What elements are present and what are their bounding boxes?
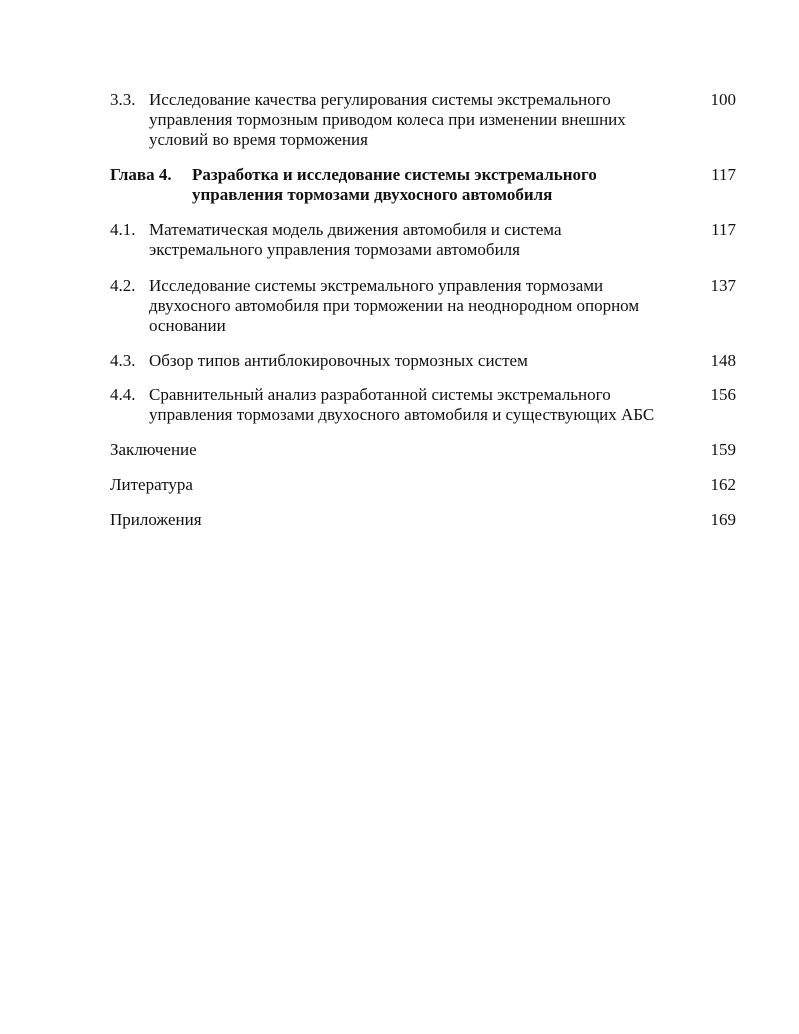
page-number: 162 [710, 475, 736, 494]
entry-title [110, 475, 610, 495]
title-line: управления тормозами двухосного автомобиля [192, 185, 553, 204]
section-number: 3.3. [110, 90, 136, 109]
title-line: управления тормозным приводом колеса при изменении внешних [149, 110, 626, 129]
page-number: 148 [710, 351, 736, 370]
section-number: 4.1. [110, 220, 136, 239]
section-number: 4.2. [110, 276, 136, 295]
page-number: 137 [710, 276, 736, 295]
entry-title [110, 510, 610, 530]
section-number: 4.4. [110, 385, 136, 404]
page-number: 159 [710, 440, 736, 459]
page-number: 100 [710, 90, 736, 109]
page-number: 169 [710, 510, 736, 529]
section-number: 4.3. [110, 351, 136, 370]
page-number: 117 [711, 220, 736, 239]
title-line: Исследование системы экстремального управления тормозами [149, 276, 604, 295]
section-title [149, 90, 689, 150]
title-line: двухосного автомобиля при торможении на неоднородном опорном [149, 296, 640, 315]
section-title [149, 220, 689, 260]
chapter-title [192, 165, 692, 205]
title-line: Сравнительный анализ разработанной системы экстремального [149, 385, 611, 404]
entry-title [110, 440, 610, 460]
title-line: Литература [110, 475, 193, 494]
title-line: Приложения [110, 510, 202, 529]
page-number: 156 [710, 385, 736, 404]
title-line: Обзор типов антиблокировочных тормозных систем [149, 351, 528, 370]
title-line: Математическая модель движения автомобиля и система [149, 220, 562, 239]
title-line: основании [149, 316, 226, 335]
section-title [149, 351, 689, 371]
section-title [149, 385, 689, 425]
title-line: Исследование качества регулирования системы экстремального [149, 90, 611, 109]
chapter-number: Глава 4. [110, 165, 172, 184]
title-line: условий во время торможения [149, 130, 368, 149]
title-line: Разработка и исследование системы экстремального [192, 165, 597, 184]
section-title [149, 276, 689, 336]
title-line: экстремального управления тормозами автомобиля [149, 240, 520, 259]
title-line: управления тормозами двухосного автомобиля и существующих АБС [149, 405, 655, 424]
title-line: Заключение [110, 440, 197, 459]
page-number: 117 [711, 165, 736, 184]
